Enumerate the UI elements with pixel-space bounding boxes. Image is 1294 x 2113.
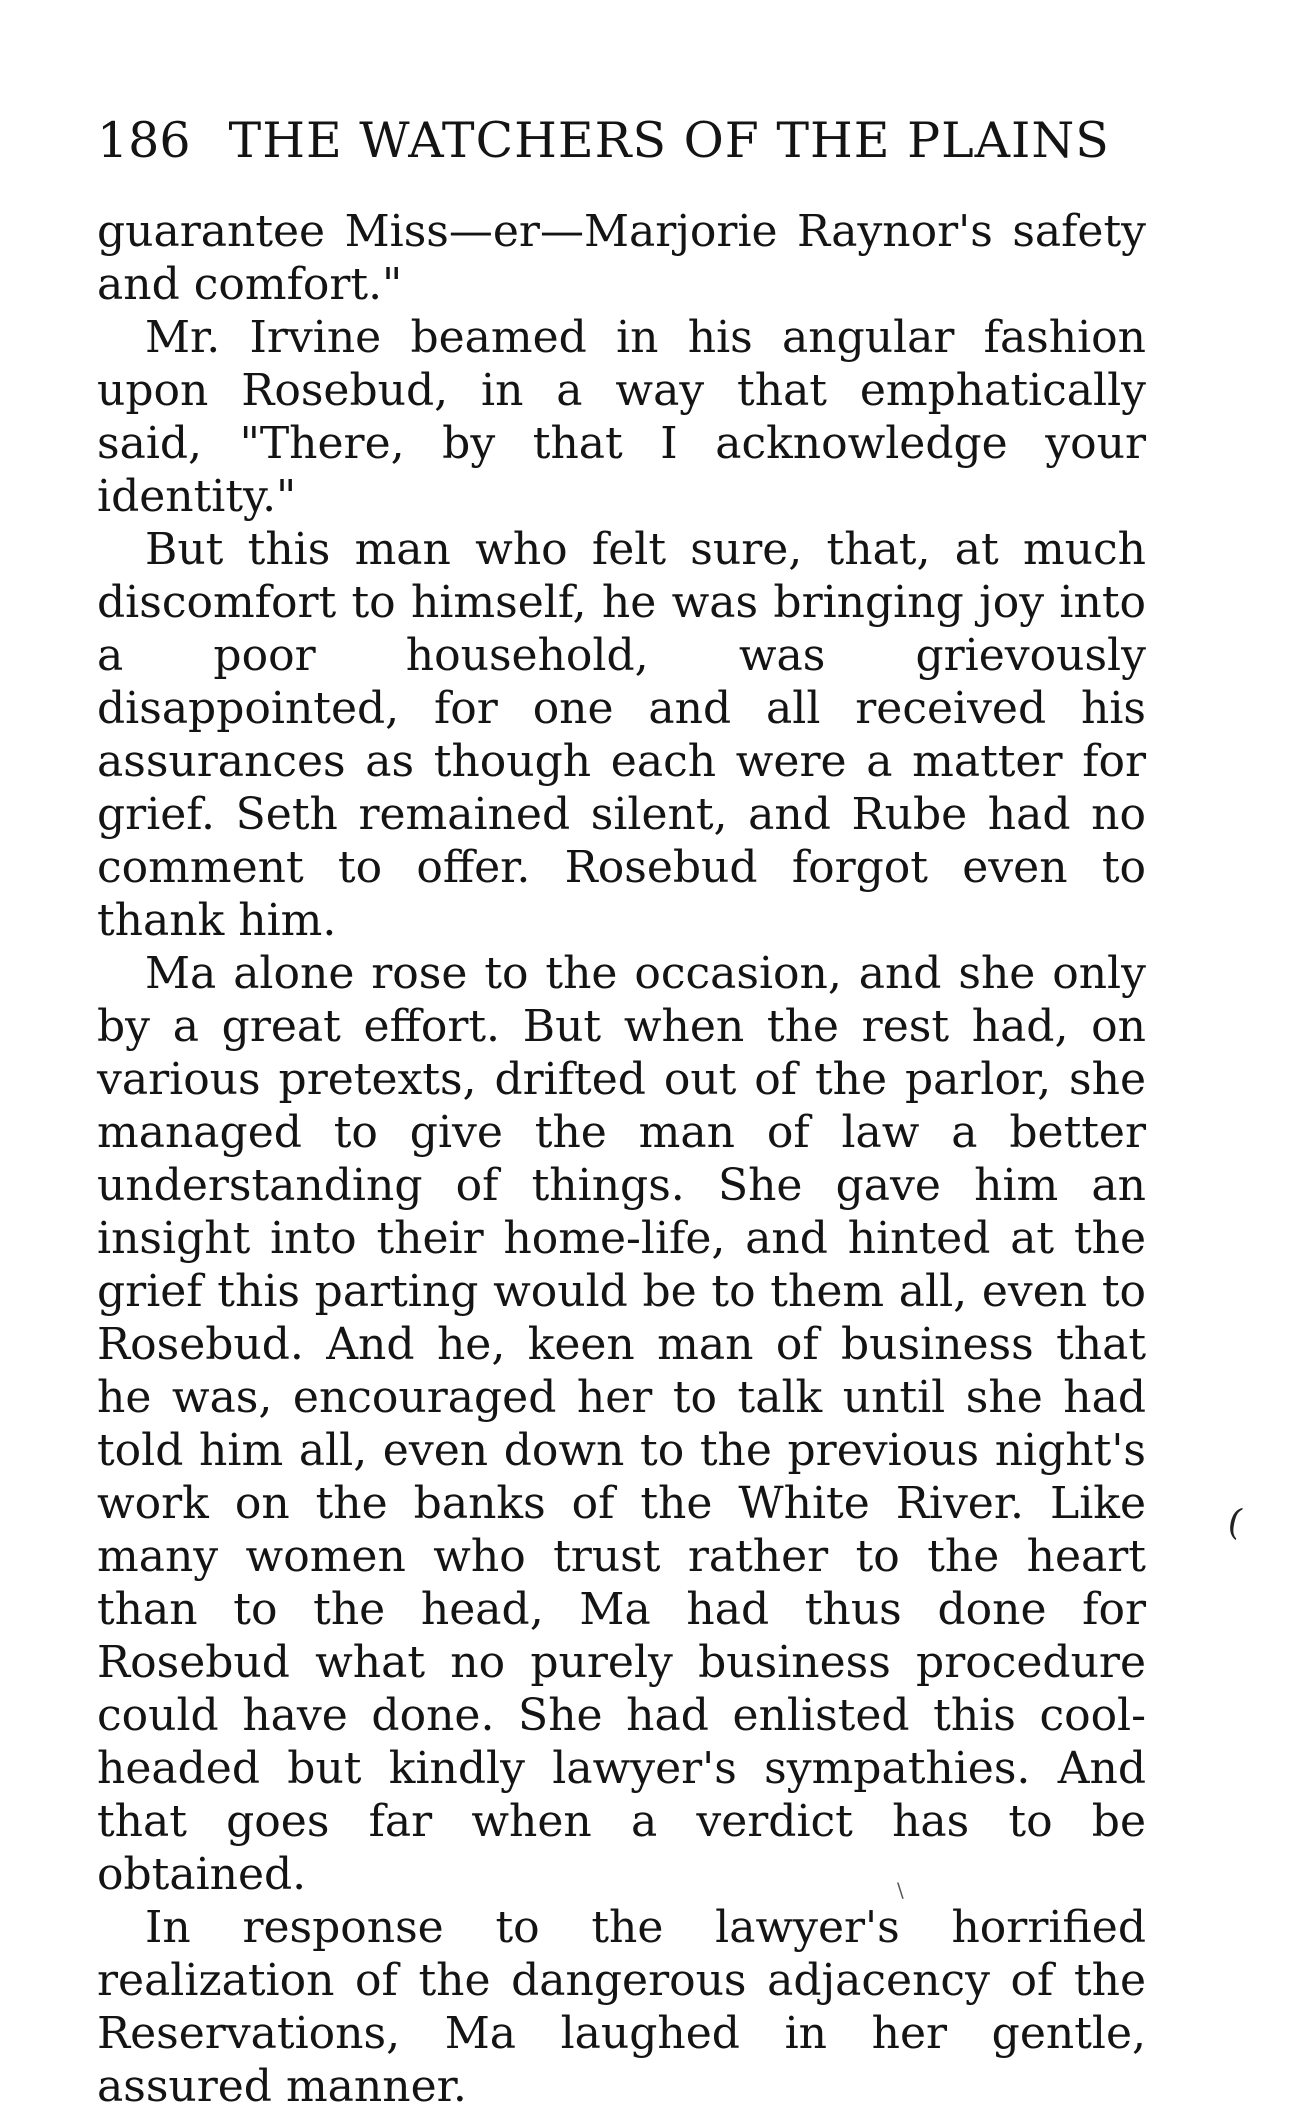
bottom-pen-mark: \ [897, 1878, 904, 1902]
body-text [97, 205, 1146, 2113]
running-head [97, 112, 1147, 182]
page-number: 186 [97, 112, 191, 169]
paragraph: But this man who felt sure, that, at much discomfort to himself, he was bringing joy into a poor household, was grievously disappointed, for one and all received his assurances as though each were a matter for grief. Seth remained silent, and Rube had no comment to offer. Rosebud forgot even to thank him. [97, 524, 1146, 946]
paragraph: In response to the lawyer's horrified realization of the dangerous adjacency of the Reservations, Ma laughed in her gentle, assured manner. [97, 1902, 1146, 2112]
margin-pen-mark: ( [1223, 1500, 1247, 1545]
paragraph-continuation: guarantee Miss—er—Marjorie Raynor's safety and comfort." [97, 206, 1146, 310]
running-title: THE WATCHERS OF THE PLAINS [228, 112, 1110, 169]
paragraph: Mr. Irvine beamed in his angular fashion upon Rosebud, in a way that emphatically said, "There, by that I acknowledge your identity." [97, 312, 1146, 522]
paragraph: Ma alone rose to the occasion, and she only by a great effort. But when the rest had, on various pretexts, drifted out of the parlor, she managed to give the man of law a better understanding of things. She gave him an insight into their home-life, and hinted at the grief this parting would be to them all, even to Rosebud. And he, keen man of business that he was, encouraged her to talk until she had told him all, even down to the previous night's work on the banks of the White River. Like many women who trust rather to the heart than to the head, Ma had thus done for Rosebud what no purely business procedure could have done. She had enlisted this cool-headed but kindly lawyer's sympathies. And that goes far when a verdict has to be obtained. [97, 948, 1146, 1900]
